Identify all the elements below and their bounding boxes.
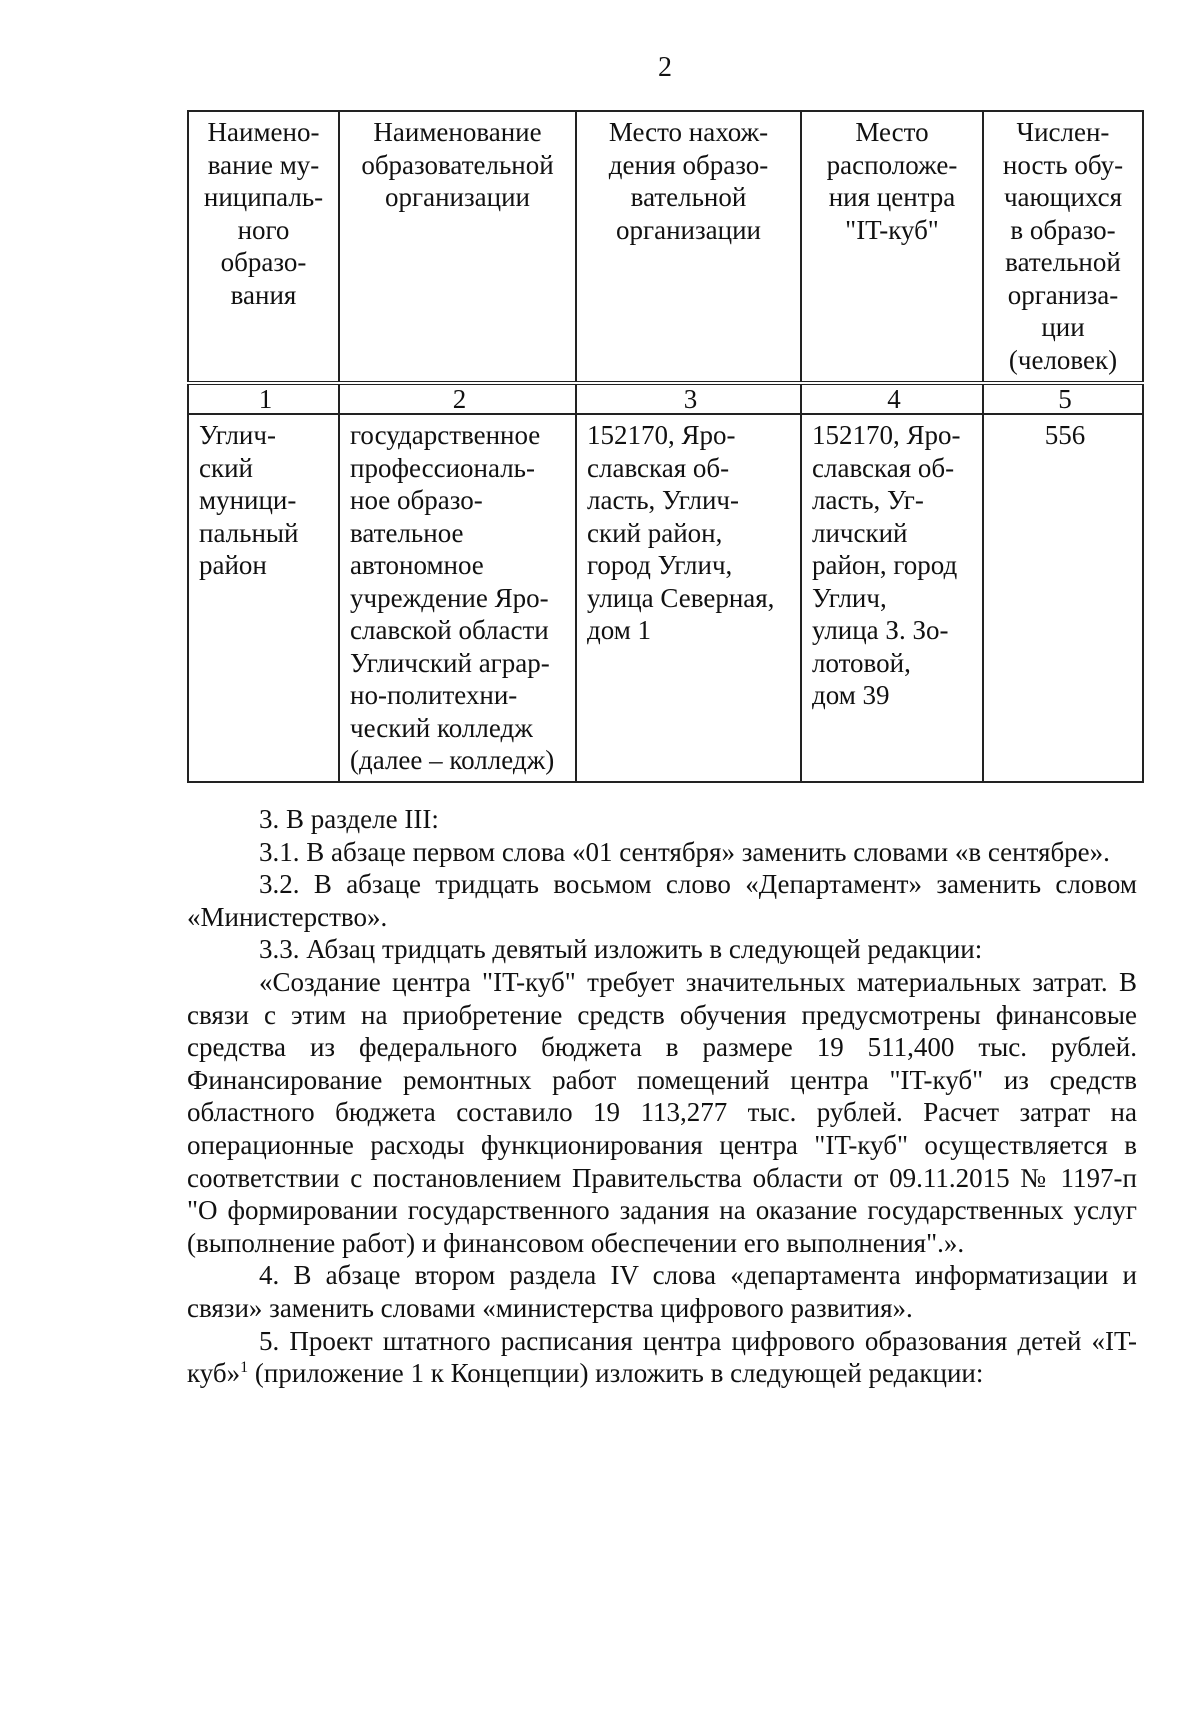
header-center-location: Место расположе- ния центра "IT-куб" bbox=[826, 117, 958, 245]
table-row bbox=[188, 414, 1143, 782]
column-number: 4 bbox=[801, 383, 983, 414]
header-student-count: Числен- ность обу- чающихся в образо- вательной организа- ции (человек) bbox=[1002, 117, 1124, 375]
column-number: 1 bbox=[188, 383, 339, 414]
paragraph-3-3: 3.3. Абзац тридцать девятый изложить в следующей редакции: bbox=[259, 934, 983, 965]
column-number: 3 bbox=[576, 383, 801, 414]
table-cell bbox=[983, 414, 1143, 782]
table-cell bbox=[339, 414, 576, 782]
cell-student-count: 556 bbox=[1044, 420, 1086, 450]
paragraph-4: 4. В абзаце втором раздела IV слова «департамента информатизации и связи» заменить словами «министерства цифрового развития». bbox=[187, 1260, 1137, 1323]
header-cell bbox=[188, 111, 339, 383]
paragraph-5-text-end: (приложение 1 к Концепции) изложить в следующей редакции: bbox=[248, 1358, 984, 1389]
organization-table bbox=[187, 110, 1144, 783]
paragraph-3-2: 3.2. В абзаце тридцать восьмом слово «Департамент» заменить словом «Министерство». bbox=[187, 869, 1137, 932]
paragraph-3-1: 3.1. В абзаце первом слова «01 сентября» заменить словами «в сентябре». bbox=[259, 836, 1110, 867]
paragraph-5-text-start: 5. Проект штатного расписания центра цифрового образования детей «IT-куб» bbox=[187, 1325, 1137, 1389]
column-number: 2 bbox=[339, 383, 576, 414]
cell-municipality: Углич- ский муници- пальный район bbox=[199, 420, 299, 580]
header-cell bbox=[339, 111, 576, 383]
table-cell bbox=[801, 414, 983, 782]
header-cell bbox=[801, 111, 983, 383]
header-organization-location: Место нахож- дения образо- вательной организации bbox=[608, 117, 769, 245]
header-cell bbox=[983, 111, 1143, 383]
document-body bbox=[187, 803, 1137, 1390]
cell-organization-location: 152170, Яро- славская об- ласть, Углич- ский район, город Углич, улица Северная, дом 1 bbox=[587, 420, 775, 645]
paragraph-5 bbox=[187, 1325, 1137, 1390]
table-cell bbox=[576, 414, 801, 782]
footnote-mark[interactable]: 1 bbox=[240, 1359, 249, 1377]
header-cell bbox=[576, 111, 801, 383]
cell-center-location: 152170, Яро- славская об- ласть, Уг- личский район, город Углич, улица З. Зо- лотовой, дом 39 bbox=[812, 420, 961, 710]
column-number: 5 bbox=[983, 383, 1143, 414]
cell-organization-name: государственное профессиональ- ное образо- вательное автономное учреждение Яро- славской области Угличский аграр- но-политехни- ческий колледж (далее – колледж) bbox=[350, 420, 555, 775]
paragraph-quote: «Создание центра "IT-куб" требует значительных материальных затрат. В связи с этим на приобретение средств обучения предусмотрены финансовые средства из федерального бюджета в размере 19 511,400 тыс. рублей. Финансирование ремонтных работ помещений центра "IT-куб" из средств областного бюджета составило 19 113,277 тыс. рублей. Расчет затрат на операционные расходы функционирования центра "IT-куб" осуществляется в соответствии с постановлением Правительства области от 09.11.2015 № 1197-п "О формировании государственного задания на оказание государственных услуг (выполнение работ) и финансовом обеспечении его выполнения".». bbox=[187, 966, 1137, 1258]
table-header-row bbox=[188, 111, 1143, 383]
table-cell bbox=[188, 414, 339, 782]
column-number-row bbox=[188, 383, 1143, 414]
header-municipality: Наимено- вание му- ниципаль- ного образо- вания bbox=[203, 117, 324, 310]
header-organization-name: Наименование образовательной организации bbox=[361, 117, 554, 212]
paragraph-3: 3. В разделе III: bbox=[259, 804, 439, 834]
page-number: 2 bbox=[658, 52, 672, 83]
